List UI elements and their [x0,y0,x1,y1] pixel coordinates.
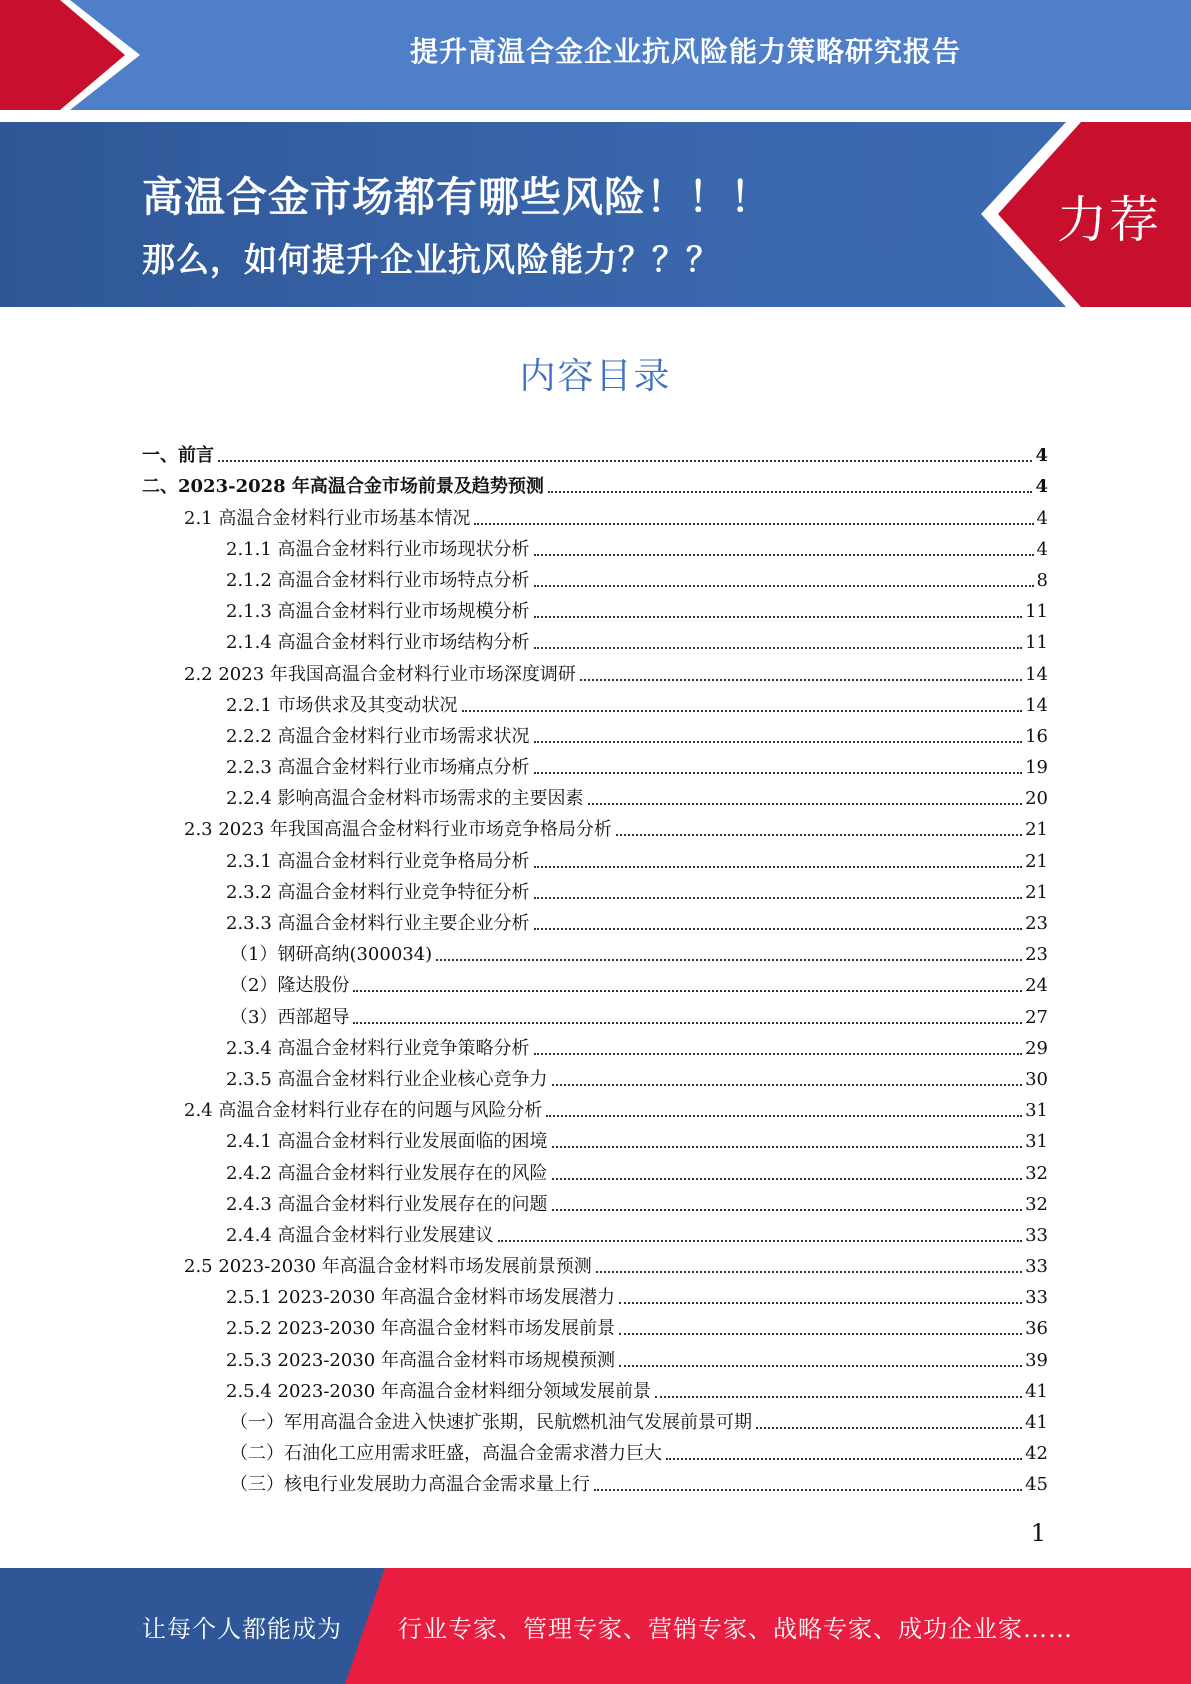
toc-entry-page: 19 [1025,757,1048,779]
toc-entry-label: 2.4.2 高温合金材料行业发展存在的风险 [226,1162,548,1184]
toc-entry-page: 4 [1036,507,1048,529]
toc-entry[interactable] [142,1153,1048,1184]
toc-leader-dots [534,647,1023,649]
toc-entry-label: 2.1.4 高温合金材料行业市场结构分析 [226,632,530,654]
toc-leader-dots [756,1427,1022,1429]
toc-entry[interactable] [142,1434,1048,1465]
toc-entry-page: 31 [1025,1131,1048,1153]
toc-entry-label: （二）石油化工应用需求旺盛，高温合金需求潜力巨大 [230,1443,662,1465]
toc-entry[interactable] [142,1403,1048,1434]
toc-leader-dots [534,554,1034,556]
toc-entry-page: 21 [1025,850,1048,872]
toc-entry-label: 2.4.1 高温合金材料行业发展面临的困境 [226,1131,548,1153]
toc-entry-label: 2.5.2 2023-2030 年高温合金材料市场发展前景 [226,1318,615,1340]
toc-entry-label: 2.4 高温合金材料行业存在的问题与风险分析 [184,1100,543,1122]
footer-slogan-left: 让每个人都能成为 [142,1614,342,1643]
toc-entry-label: 2.4.4 高温合金材料行业发展建议 [226,1224,494,1246]
toc-entry-label: 2.4.3 高温合金材料行业发展存在的问题 [226,1193,548,1215]
toc-leader-dots [534,1053,1023,1055]
toc-entry-page: 11 [1025,632,1048,654]
toc-leader-dots [462,710,1023,712]
toc-entry[interactable] [142,498,1048,529]
toc-leader-dots [588,803,1023,805]
toc-entry[interactable] [142,436,1048,467]
toc-leader-dots [552,1146,1023,1148]
toc-entry-page: 33 [1025,1224,1048,1246]
toc-leader-dots [619,1302,1022,1304]
toc-entry-page: 36 [1025,1318,1048,1340]
toc-leader-dots [666,1458,1022,1460]
toc-entry-page: 20 [1025,788,1048,810]
toc-entry-page: 11 [1025,601,1048,623]
hero-subheadline: 那么，如何提升企业抗风险能力？？？ [142,240,720,279]
report-title: 提升高温合金企业抗风险能力策略研究报告 [409,35,961,68]
toc-entry-label: 2.2 2023 年我国高温合金材料行业市场深度调研 [184,663,576,685]
toc-leader-dots [616,834,1022,836]
toc-entry-page: 16 [1025,725,1048,747]
toc-entry[interactable] [142,1340,1048,1371]
toc-leader-dots [534,866,1023,868]
toc-entry[interactable] [142,748,1048,779]
toc-entry-label: 2.2.1 市场供求及其变动状况 [226,694,458,716]
toc-entry[interactable] [142,1060,1048,1091]
toc-entry-page: 30 [1025,1068,1048,1090]
toc-entry[interactable] [142,623,1048,654]
toc-entry-label: 2.1.1 高温合金材料行业市场现状分析 [226,538,530,560]
toc-entry[interactable] [142,1247,1048,1278]
toc-leader-dots [552,1084,1023,1086]
toc-entry-page: 4 [1036,538,1048,560]
toc-leader-dots [534,585,1034,587]
toc-entry-page: 33 [1025,1256,1048,1278]
toc-entry[interactable] [142,779,1048,810]
toc-entry-label: （三）核电行业发展助力高温合金需求量上行 [230,1474,590,1496]
toc-entry-page: 4 [1035,445,1048,467]
toc-entry[interactable] [142,966,1048,997]
footer-banner [0,1568,1191,1684]
toc-entry-page: 39 [1025,1349,1048,1371]
toc-leader-dots [353,990,1022,992]
toc-entry-label: 2.1.2 高温合金材料行业市场特点分析 [226,569,530,591]
toc-entry[interactable] [142,1185,1048,1216]
toc-entry-page: 32 [1025,1162,1048,1184]
toc-entry[interactable] [142,654,1048,685]
toc-leader-dots [534,897,1023,899]
toc-entry-page: 21 [1025,819,1048,841]
toc-leader-dots [498,1240,1023,1242]
toc-entry-label: （2）隆达股份 [230,975,350,997]
toc-leader-dots [619,1365,1022,1367]
banner-divider [0,110,1191,122]
toc-entry-label: 2.3.1 高温合金材料行业竞争格局分析 [226,850,530,872]
toc-leader-dots [655,1396,1022,1398]
page-number: 1 [1030,1519,1046,1547]
toc-entry-label: （一）军用高温合金进入快速扩张期，民航燃机油气发展前景可期 [230,1412,752,1433]
toc-entry-label: 2.3.3 高温合金材料行业主要企业分析 [226,913,530,934]
toc-entry-label: 二、2023-2028 年高温合金市场前景及趋势预测 [142,476,544,498]
toc-entry[interactable] [142,1309,1048,1340]
toc-leader-dots [474,523,1033,525]
toc-entry-label: 2.1 高温合金材料行业市场基本情况 [184,507,471,529]
toc-entry-label: 2.3.4 高温合金材料行业竞争策略分析 [226,1037,530,1059]
toc-entry[interactable] [142,1091,1048,1122]
toc-leader-dots [594,1489,1022,1491]
red-arrow-graphic [0,0,150,110]
toc-leader-dots [580,679,1022,681]
toc-entry-page: 45 [1025,1474,1048,1496]
toc-entry-page: 31 [1025,1100,1048,1122]
toc-entry-page: 41 [1025,1380,1048,1402]
toc-entry-label: （1）钢研高纳(300034) [230,944,433,966]
toc-entry-page: 24 [1025,975,1048,997]
toc-entry[interactable] [142,1216,1048,1247]
toc-entry-label: 2.5.3 2023-2030 年高温合金材料市场规模预测 [226,1349,615,1371]
top-banner [0,0,1191,110]
toc-entry[interactable] [142,717,1048,748]
toc-entry-label: 2.5 2023-2030 年高温合金材料市场发展前景预测 [184,1256,592,1278]
toc-entry[interactable] [142,1372,1048,1403]
toc-entry-page: 41 [1025,1412,1048,1433]
toc-leader-dots [619,1333,1022,1335]
toc-entry[interactable] [142,1122,1048,1153]
hero-headline: 高温合金市场都有哪些风险！！！ [142,173,772,221]
toc-leader-dots [552,1178,1023,1180]
toc-entry-page: 14 [1025,663,1048,685]
toc-entry-label: 2.3.5 高温合金材料行业企业核心竞争力 [226,1068,548,1090]
toc-entry-label: 2.2.4 影响高温合金材料市场需求的主要因素 [226,788,584,810]
toc-entry-label: （3）西部超导 [230,1006,350,1028]
toc-leader-dots [552,1209,1023,1211]
toc-title: 内容目录 [519,356,672,397]
toc-entry-page: 21 [1025,881,1048,903]
table-of-contents [142,436,1048,1496]
toc-entry-page: 42 [1025,1443,1048,1465]
toc-entry-page: 8 [1036,569,1048,591]
toc-leader-dots [534,616,1023,618]
toc-entry[interactable] [142,561,1048,592]
toc-entry[interactable] [142,467,1048,498]
toc-entry-label: 2.2.3 高温合金材料行业市场痛点分析 [226,757,530,779]
recommend-badge: 力荐 [1057,191,1161,249]
toc-entry[interactable] [142,841,1048,872]
toc-entry[interactable] [142,873,1048,904]
toc-entry-label: 2.5.1 2023-2030 年高温合金材料市场发展潜力 [226,1287,615,1309]
toc-entry[interactable] [142,1465,1048,1496]
toc-leader-dots [546,1115,1022,1117]
toc-leader-dots [353,1022,1022,1024]
toc-entry[interactable] [142,810,1048,841]
toc-entry[interactable] [142,1278,1048,1309]
toc-entry[interactable] [142,530,1048,561]
toc-leader-dots [534,741,1023,743]
toc-entry[interactable] [142,1029,1048,1060]
toc-entry[interactable] [142,686,1048,717]
toc-entry-label: 2.3.2 高温合金材料行业竞争特征分析 [226,881,530,903]
toc-entry-label: 2.3 2023 年我国高温合金材料行业市场竞争格局分析 [184,819,612,841]
toc-entry-page: 29 [1025,1037,1048,1059]
toc-entry-label: 2.2.2 高温合金材料行业市场需求状况 [226,725,530,747]
toc-entry-page: 23 [1025,944,1048,966]
toc-entry[interactable] [142,904,1048,935]
toc-leader-dots [534,772,1023,774]
toc-entry-label: 2.5.4 2023-2030 年高温合金材料细分领域发展前景 [226,1380,651,1402]
toc-entry[interactable] [142,592,1048,623]
toc-entry-label: 一、前言 [142,445,214,467]
toc-entry-page: 33 [1025,1287,1048,1309]
hero-banner [0,122,1191,307]
toc-leader-dots [596,1271,1022,1273]
toc-entry-page: 23 [1025,913,1048,934]
toc-leader-dots [548,491,1033,493]
footer-slogan-right: 行业专家、管理专家、营销专家、战略专家、成功企业家…… [398,1614,1073,1643]
toc-leader-dots [218,460,1032,462]
toc-entry-page: 27 [1025,1006,1048,1028]
toc-leader-dots [436,959,1022,961]
toc-entry[interactable] [142,935,1048,966]
toc-entry[interactable] [142,997,1048,1028]
toc-entry-page: 14 [1025,694,1048,716]
toc-entry-page: 32 [1025,1193,1048,1215]
toc-leader-dots [534,928,1023,930]
toc-entry-page: 4 [1035,476,1048,498]
toc-entry-label: 2.1.3 高温合金材料行业市场规模分析 [226,601,530,623]
